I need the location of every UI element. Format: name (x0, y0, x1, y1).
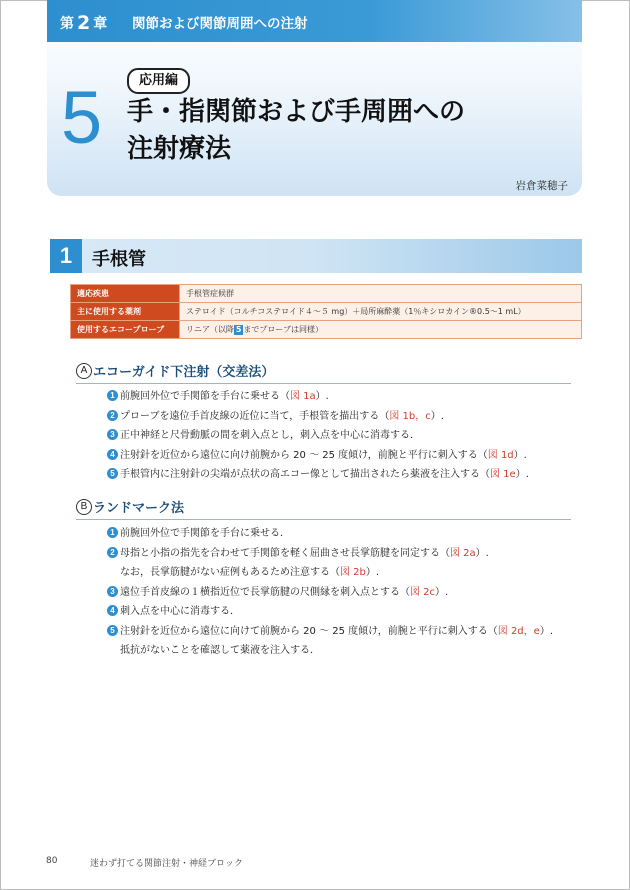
figure-ref: 図 2a (450, 547, 476, 559)
step-text: 注射針を近位から遠位に向け前腕から 20 ～ 25 度傾け，前腕と平行に刺入する (120, 449, 478, 461)
step-end: . (440, 410, 444, 422)
subheading-title: ランドマーク法 (93, 501, 185, 516)
list-item: 1 前腕回外位で手関節を手台に乗せる（図 1a）. (107, 387, 529, 407)
step-text: 刺入点を中心に消毒する． (120, 606, 240, 617)
list-item: 4 注射針を近位から遠位に向け前腕から 20 ～ 25 度傾け，前腕と平行に刺入する（図 1d）. (107, 446, 529, 466)
section-ref-badge: 5 (235, 325, 242, 334)
step-text: プローブを遠位手首皮線の近位に当て，手根管を描出する (120, 410, 380, 422)
step-end: . (485, 547, 489, 559)
figure-ref: 図 1d (487, 449, 514, 461)
step-text: 手根管内に注射針の尖端が点状の高エコー像として描出されたら薬液を注入する (120, 469, 480, 480)
step-number: 2 (107, 410, 118, 421)
subheading-landmark (76, 497, 571, 520)
circle-letter-a: A (76, 363, 92, 379)
step-text: 抵抗がないことを確認して薬液を注入する． (120, 645, 320, 656)
chapter-label (60, 11, 107, 33)
step-number: 1 (107, 390, 118, 401)
probe-text-pre: リニア（以降 (186, 325, 234, 334)
applied-badge: 応用編 (127, 68, 190, 94)
table-row (71, 285, 582, 303)
page-title-line2: 注射療法 (127, 134, 232, 164)
step-end: . (549, 625, 553, 637)
page-title (127, 94, 465, 168)
subheading-echo-guided (76, 361, 571, 384)
step-end: . (325, 391, 329, 402)
figure-ref: 図 1b，c (389, 410, 431, 422)
section-heading (50, 239, 582, 273)
list-item (107, 602, 553, 622)
table-label-indication: 適応疾患 (71, 285, 180, 303)
list-item (107, 524, 553, 544)
table-value-drug: ステロイド（コルチコステロイド４～５ mg）＋局所麻酔薬（1％キシロカイン®0.5～1 mL） (180, 303, 582, 321)
list-item: 5 手根管内に注射針の尖端が点状の高エコー像として描出されたら薬液を注入する（図 1e）. (107, 465, 529, 485)
chapter-bar (47, 0, 582, 42)
table-row (71, 303, 582, 321)
chapter-title: 関節および関節周囲への注射 (132, 16, 308, 32)
section-heading-title: 手根管 (92, 249, 146, 270)
step-text: 前腕回外位で手関節を手台に乗せる． (120, 528, 290, 539)
list-item: 2 母指と小指の指先を合わせて手関節を軽く屈曲させ長掌筋腱を同定する（図 2a）. (107, 544, 553, 564)
figure-ref: 図 2b (340, 567, 366, 578)
subheading-title: エコーガイド下注射（交差法） (93, 365, 275, 380)
step-number: 1 (107, 527, 118, 538)
step-number: 2 (107, 547, 118, 558)
step-end: . (445, 586, 449, 598)
steps-echo-guided (107, 387, 529, 485)
step-text: 前腕回外位で手関節を手台に乗せる (120, 391, 280, 402)
circle-letter-b: B (76, 499, 92, 515)
info-table (70, 284, 582, 339)
list-item: 3 遠位手首皮線の１横指近位で長掌筋腱の尺側縁を刺入点とする（図 2c）. (107, 583, 553, 603)
list-item: 5 注射針を近位から遠位に向けて前腕から 20 ～ 25 度傾け，前腕と平行に刺入する（図 2d，e）. (107, 622, 553, 642)
author: 岩倉菜穂子 (515, 180, 568, 192)
step-text: 注射針を近位から遠位に向けて前腕から 20 ～ 25 度傾け，前腕と平行に刺入する (120, 625, 488, 637)
step-number: 3 (107, 429, 118, 440)
table-row (71, 321, 582, 339)
chapter-suffix: 章 (93, 16, 108, 32)
table-label-probe: 使用するエコープローブ (71, 321, 180, 339)
section-number: 5 (61, 76, 103, 159)
step-text: 母指と小指の指先を合わせて手関節を軽く屈曲させ長掌筋腱を同定する (120, 547, 440, 559)
list-item (107, 641, 553, 661)
step-number: 3 (107, 586, 118, 597)
page-title-line1: 手・指関節および手周囲への (127, 97, 466, 127)
book-title: 迷わず打てる関節注射・神経ブロック (90, 859, 243, 869)
list-item: 2 プローブを遠位手首皮線の近位に当て，手根管を描出する（図 1b，c）. (107, 407, 529, 427)
step-end: . (375, 567, 380, 578)
step-number: 5 (107, 468, 118, 479)
page-number: 80 (46, 856, 58, 866)
probe-text-post: までプローブは同様） (243, 325, 324, 334)
step-text: 遠位手首皮線の１横指近位で長掌筋腱の尺側縁を刺入点とする (120, 586, 400, 598)
chapter-header (47, 0, 582, 196)
list-item: なお，長掌筋腱がない症例もあるため注意する（図 2b）. (120, 567, 380, 578)
figure-ref: 図 1e (490, 469, 516, 480)
figure-ref: 図 2d，e (497, 625, 540, 637)
step-number: 4 (107, 449, 118, 460)
step-number: 4 (107, 605, 118, 616)
section-heading-number: 1 (50, 239, 82, 273)
chapter-prefix: 第 (60, 16, 74, 32)
chapter-number: 2 (77, 12, 91, 34)
step-end: . (525, 469, 529, 480)
list-item (107, 426, 529, 446)
steps-landmark (107, 524, 553, 661)
table-value-indication: 手根管症候群 (180, 285, 582, 303)
step-number: 5 (107, 625, 118, 636)
step-text: 正中神経と尺骨動脈の間を刺入点とし，刺入点を中心に消毒する． (120, 430, 420, 441)
figure-ref: 図 2c (410, 586, 436, 598)
step-end: . (523, 449, 527, 461)
table-label-drug: 主に使用する薬剤 (71, 303, 180, 321)
figure-ref: 図 1a (290, 391, 316, 402)
step-text: なお，長掌筋腱がない症例もあるため注意する (120, 567, 330, 578)
table-value-probe (180, 321, 582, 339)
